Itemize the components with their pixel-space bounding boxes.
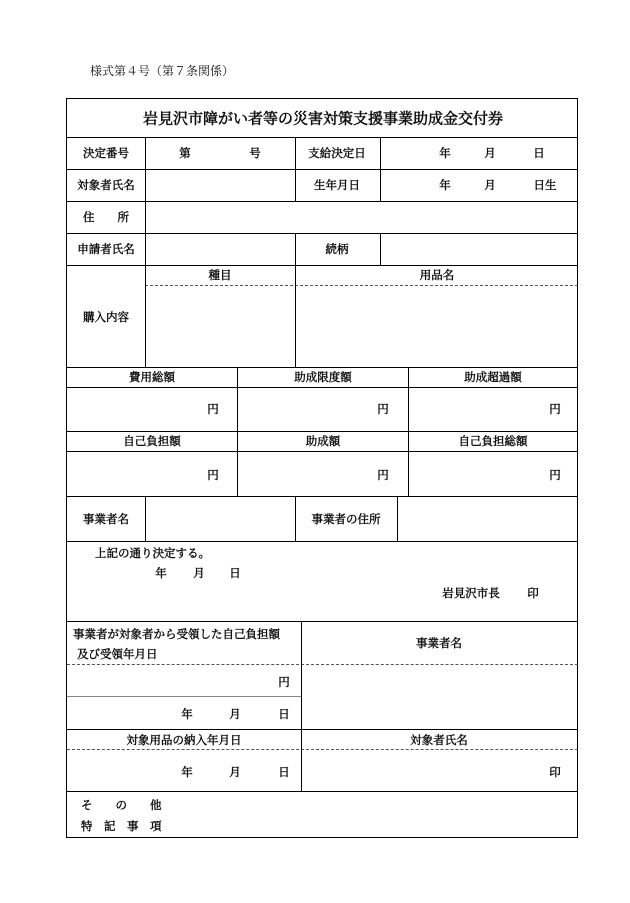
grant-limit-label: 助成限度額	[294, 370, 352, 384]
delivery-month-label: 月	[229, 765, 241, 779]
birth-day-label: 日生	[533, 178, 557, 192]
receipt-label-line2: 及び受領年月日	[77, 647, 158, 661]
rule	[67, 169, 578, 170]
voucher-form	[66, 98, 578, 838]
rule	[67, 431, 578, 432]
form-number: 様式第４号（第７条関係）	[90, 64, 235, 78]
yen-label: 円	[207, 402, 219, 416]
rule	[67, 137, 578, 138]
day-label: 日	[533, 146, 545, 160]
rule	[380, 137, 381, 201]
relation-label: 続柄	[325, 242, 349, 256]
rule	[380, 233, 381, 265]
yen-label: 円	[549, 468, 561, 482]
rule	[295, 233, 296, 265]
yen-label: 円	[278, 675, 290, 689]
total-cost-label: 費用総額	[129, 370, 175, 384]
payment-date-label: 支給決定日	[308, 146, 366, 160]
rule	[67, 696, 301, 697]
self-payment-label: 自己負担額	[123, 434, 181, 448]
rule	[67, 451, 578, 452]
subject-name-label: 対象者氏名	[77, 178, 135, 192]
delivery-date-label: 対象用品の納入年月日	[126, 733, 242, 747]
rule	[67, 265, 578, 266]
delivery-year-label: 年	[181, 765, 193, 779]
grant-excess-label: 助成超過額	[464, 370, 522, 384]
mayor-label: 岩見沢市長	[442, 586, 500, 600]
delivery-seal-mark: 印	[549, 765, 561, 779]
receipt-month-label: 月	[229, 707, 241, 721]
decision-year-label: 年	[155, 566, 167, 580]
rule	[67, 201, 578, 202]
type-header: 種目	[208, 268, 232, 282]
birth-month-label: 月	[484, 178, 496, 192]
address-label: 住 所	[83, 210, 129, 224]
decision-number-label: 決定番号	[83, 146, 129, 160]
delivery-subject-name-label: 対象者氏名	[410, 733, 468, 747]
rule	[67, 367, 578, 368]
yen-label: 円	[549, 402, 561, 416]
dashed-rule	[67, 664, 578, 665]
self-payment-total-label: 自己負担総額	[458, 434, 528, 448]
grant-amount-label: 助成額	[305, 434, 341, 448]
form-title: 岩見沢市障がい者等の災害対策支援事業助成金交付券	[142, 109, 504, 128]
business-name-label: 事業者名	[83, 512, 129, 526]
rule	[301, 621, 302, 791]
receipt-business-name-label: 事業者名	[416, 636, 462, 650]
rule	[67, 496, 578, 497]
other-label-line2: 特 記 事 項	[81, 819, 162, 833]
rule	[67, 233, 578, 234]
yen-label: 円	[207, 468, 219, 482]
rule	[67, 387, 578, 388]
purchase-content-label: 購入内容	[83, 310, 129, 324]
month-label: 月	[484, 146, 496, 160]
delivery-day-label: 日	[278, 765, 290, 779]
rule	[408, 367, 409, 496]
business-address-label: 事業者の住所	[311, 512, 381, 526]
birth-date-label: 生年月日	[314, 178, 360, 192]
rule	[295, 137, 296, 169]
dashed-rule	[145, 285, 578, 286]
rule	[67, 541, 578, 542]
receipt-label-line1: 事業者が対象者から受領した自己負担額	[73, 627, 280, 641]
seal-mark: 印	[527, 586, 539, 600]
rule	[295, 265, 296, 367]
yen-label: 円	[377, 402, 389, 416]
item-name-header: 用品名	[419, 268, 455, 282]
rule	[67, 729, 578, 730]
rule	[295, 169, 296, 201]
other-label-line1: そ の 他	[81, 798, 162, 812]
dai-label: 第	[179, 146, 191, 160]
birth-year-label: 年	[439, 178, 451, 192]
year-label: 年	[439, 146, 451, 160]
decision-month-label: 月	[193, 566, 205, 580]
yen-label: 円	[377, 468, 389, 482]
receipt-year-label: 年	[181, 707, 193, 721]
rule	[397, 496, 398, 541]
decision-text: 上記の通り決定する。	[95, 546, 210, 560]
rule	[67, 791, 578, 792]
dashed-rule	[67, 749, 578, 750]
applicant-name-label: 申請者氏名	[77, 242, 135, 256]
decision-day-label: 日	[229, 566, 241, 580]
rule	[67, 621, 578, 622]
rule	[145, 137, 146, 367]
rule	[295, 496, 296, 541]
rule	[237, 367, 238, 496]
gou-label: 号	[249, 146, 261, 160]
receipt-day-label: 日	[278, 707, 290, 721]
rule	[145, 496, 146, 541]
